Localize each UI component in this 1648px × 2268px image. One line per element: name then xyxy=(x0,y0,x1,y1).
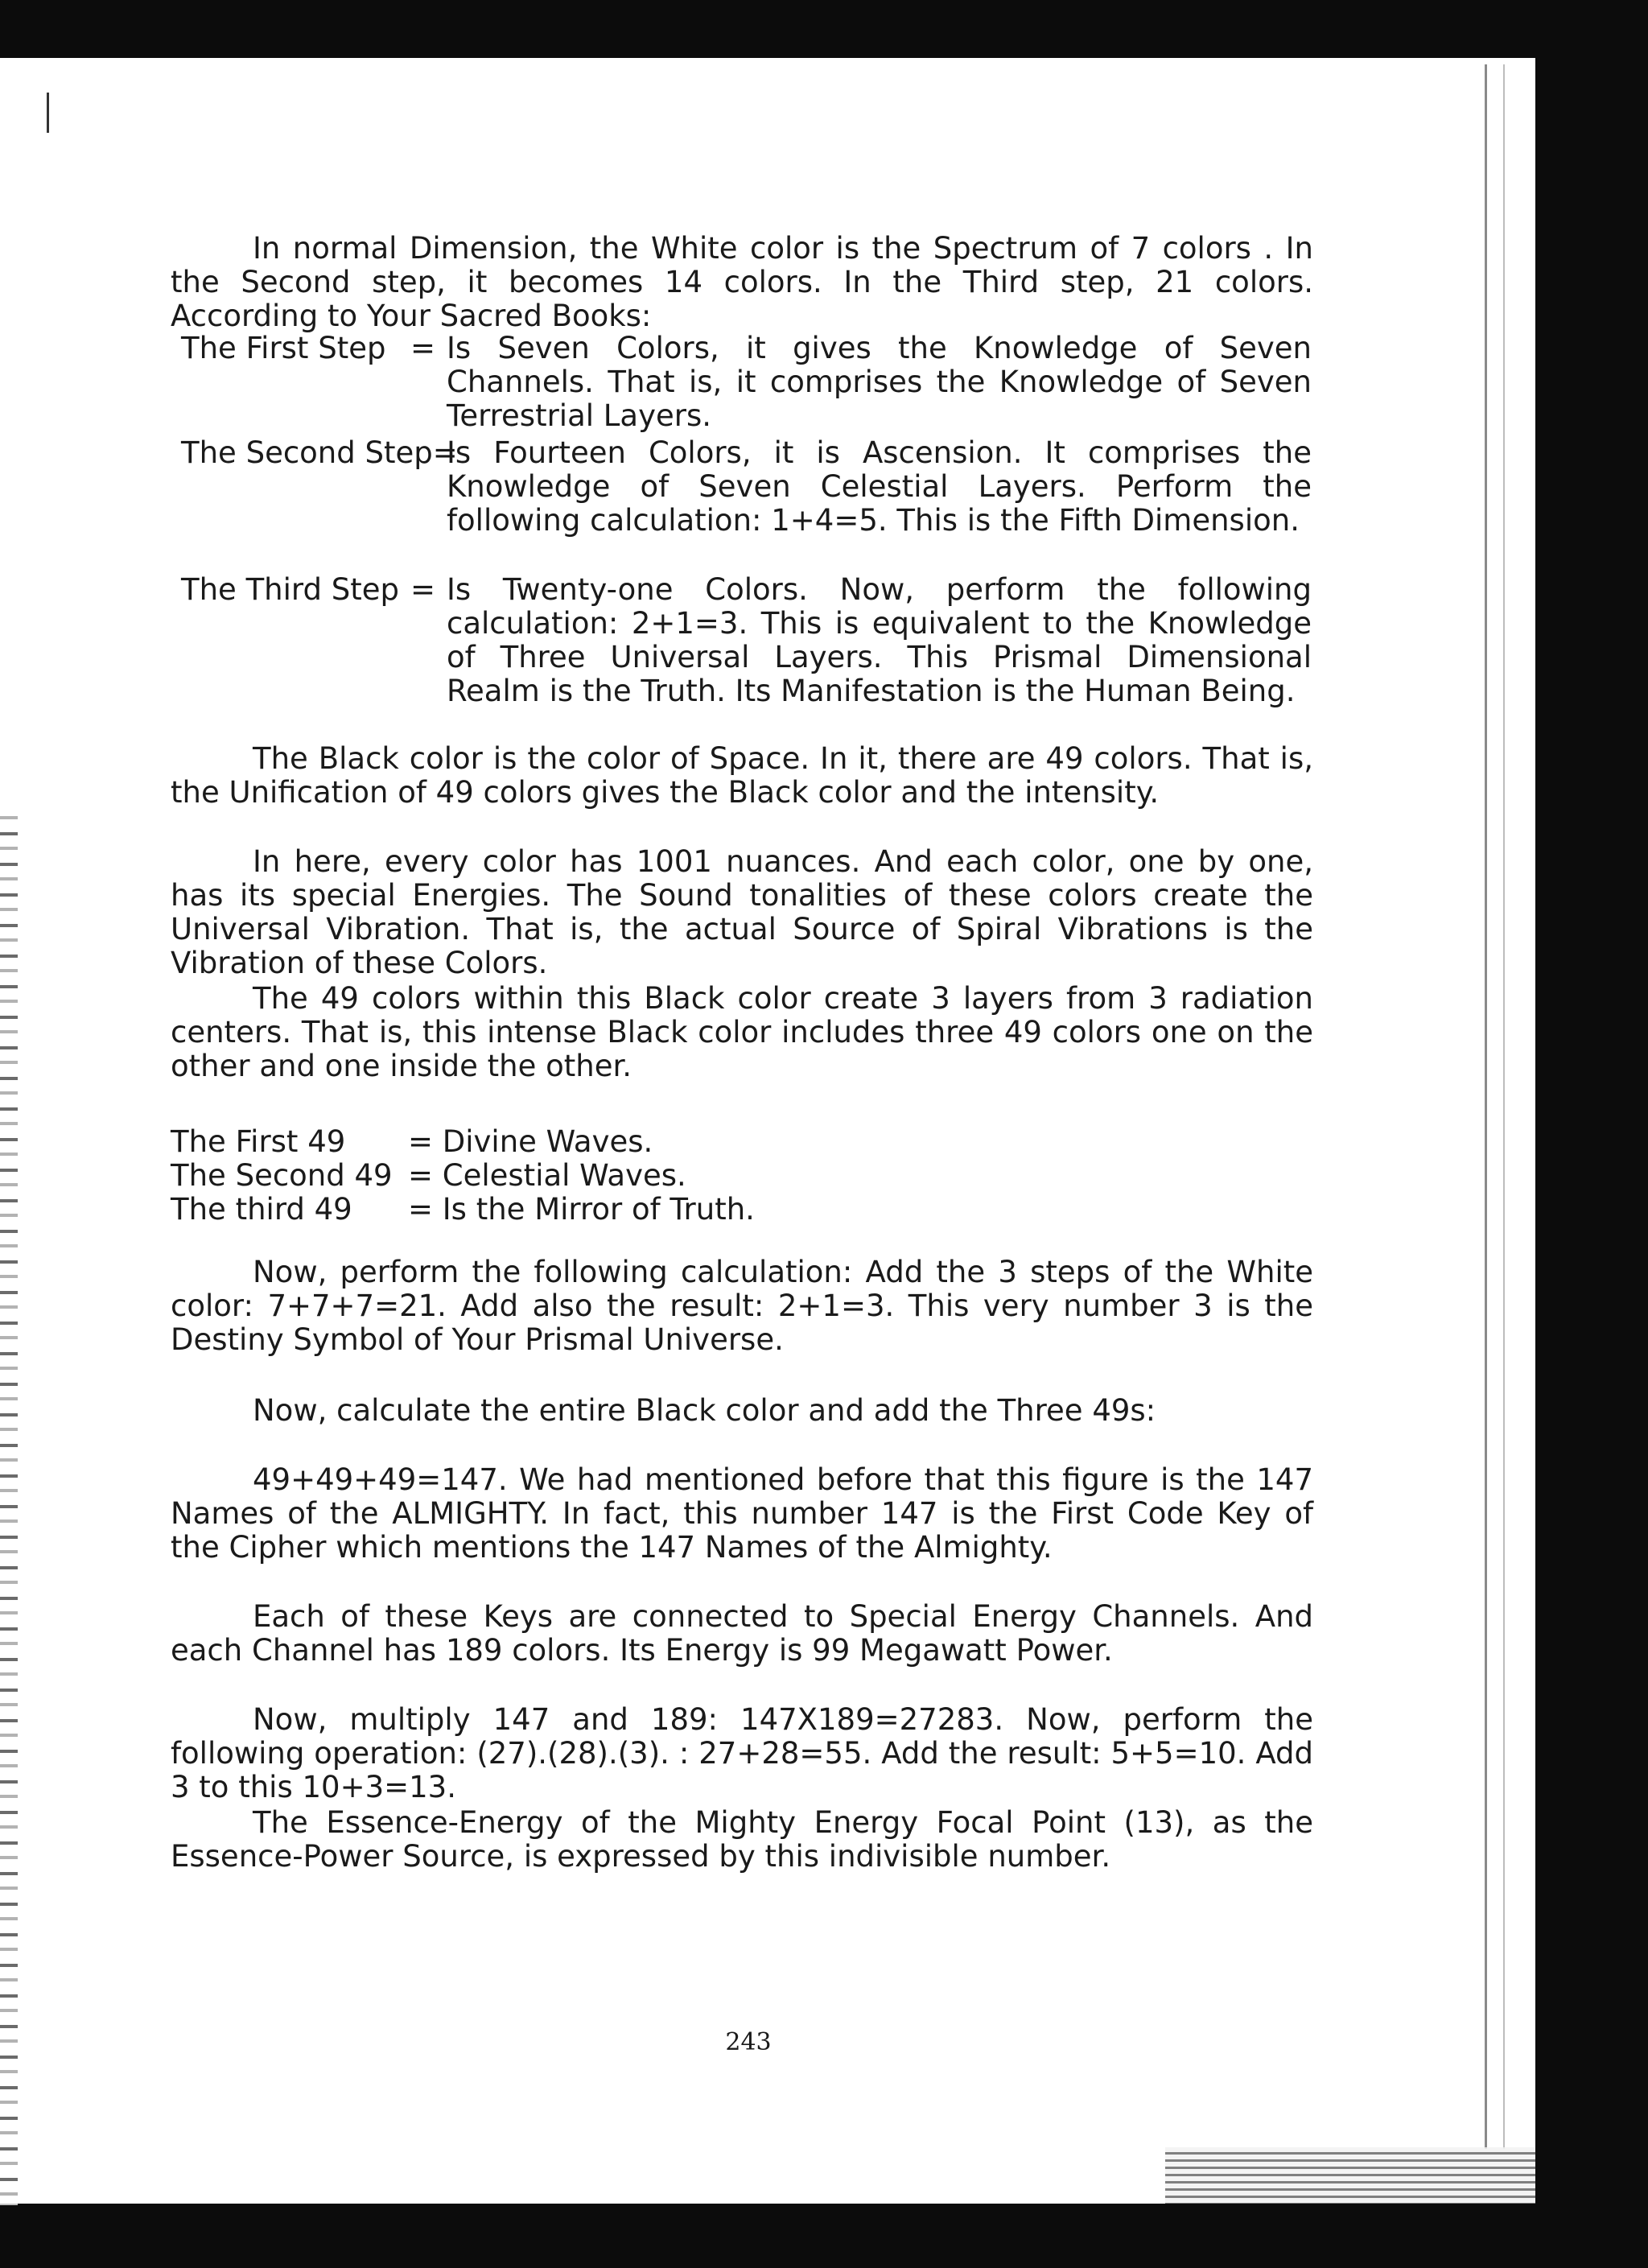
step-label: The Second Step= xyxy=(181,435,458,470)
step-text: Is Twenty-one Colors. Now, perform the following calculation: 2+1=3. This is equivalent to the Knowledge of Three Universal Layers. This Prismal Dimensional Realm is the Truth. Its Manifestation is the Human Being. xyxy=(447,572,1312,708)
paragraph-intro: In normal Dimension, the White color is the Spectrum of 7 colors . In the Second step, it becomes 14 colors. In the Third step, 21 colors. According to Your Sacred Books: xyxy=(171,231,1313,333)
paragraph-names: 49+49+49=147. We had mentioned before that this figure is the 147 Names of the ALMIGHTY. In fact, this number 147 is the First Code Key of the Cipher which mentions the 147 Names of the Almighty. xyxy=(171,1462,1313,1565)
step-label: The Third Step = xyxy=(181,572,436,607)
step-label: The First Step = xyxy=(181,331,436,365)
paragraph-black: The Black color is the color of Space. In it, there are 49 colors. That is, the Unification of 49 colors gives the Black color and the intensity. xyxy=(171,741,1313,810)
wave-row: The First 49 = Divine Waves. xyxy=(171,1124,653,1159)
step-text: Is Seven Colors, it gives the Knowledge of Seven Channels. That is, it comprises the Knowledge of Seven Terrestrial Layers. xyxy=(447,331,1312,433)
paragraph-keys: Each of these Keys are connected to Special Energy Channels. And each Channel has 189 colors. Its Energy is 99 Megawatt Power. xyxy=(171,1599,1313,1668)
paragraph-multiply: Now, multiply 147 and 189: 147X189=27283. Now, perform the following operation: (27).(28).(3). : 27+28=55. Add the result: 5+5=10. Add 3 to this 10+3=13. xyxy=(171,1702,1313,1804)
paragraph-calc-black: Now, calculate the entire Black color and add the Three 49s: xyxy=(253,1393,1156,1428)
step-text: Is Fourteen Colors, it is Ascension. It comprises the Knowledge of Seven Celestial Layers. Perform the following calculation: 1+4=5. This is the Fifth Dimension. xyxy=(447,435,1312,538)
paragraph-calc-white: Now, perform the following calculation: Add the 3 steps of the White color: 7+7+7=21. Add also the result: 2+1=3. This very number 3 is the Destiny Symbol of Your Prismal Universe. xyxy=(171,1255,1313,1357)
paragraph-layers: The 49 colors within this Black color create 3 layers from 3 radiation centers. That is, this intense Black color includes three 49 colors one on the other and one inside the other. xyxy=(171,981,1313,1083)
page-number: 243 xyxy=(725,2028,772,2056)
paragraph-nuances: In here, every color has 1001 nuances. And each color, one by one, has its special Energies. The Sound tonalities of these colors create the Universal Vibration. That is, the actual Source of Spiral Vibrations is the Vibration of these Colors. xyxy=(171,844,1313,980)
wave-row: The Second 49 = Celestial Waves. xyxy=(171,1158,686,1193)
paragraph-essence: The Essence-Energy of the Mighty Energy Focal Point (13), as the Essence-Power Source, is expressed by this indivisible number. xyxy=(171,1805,1313,1874)
wave-row: The third 49 = Is the Mirror of Truth. xyxy=(171,1192,755,1227)
